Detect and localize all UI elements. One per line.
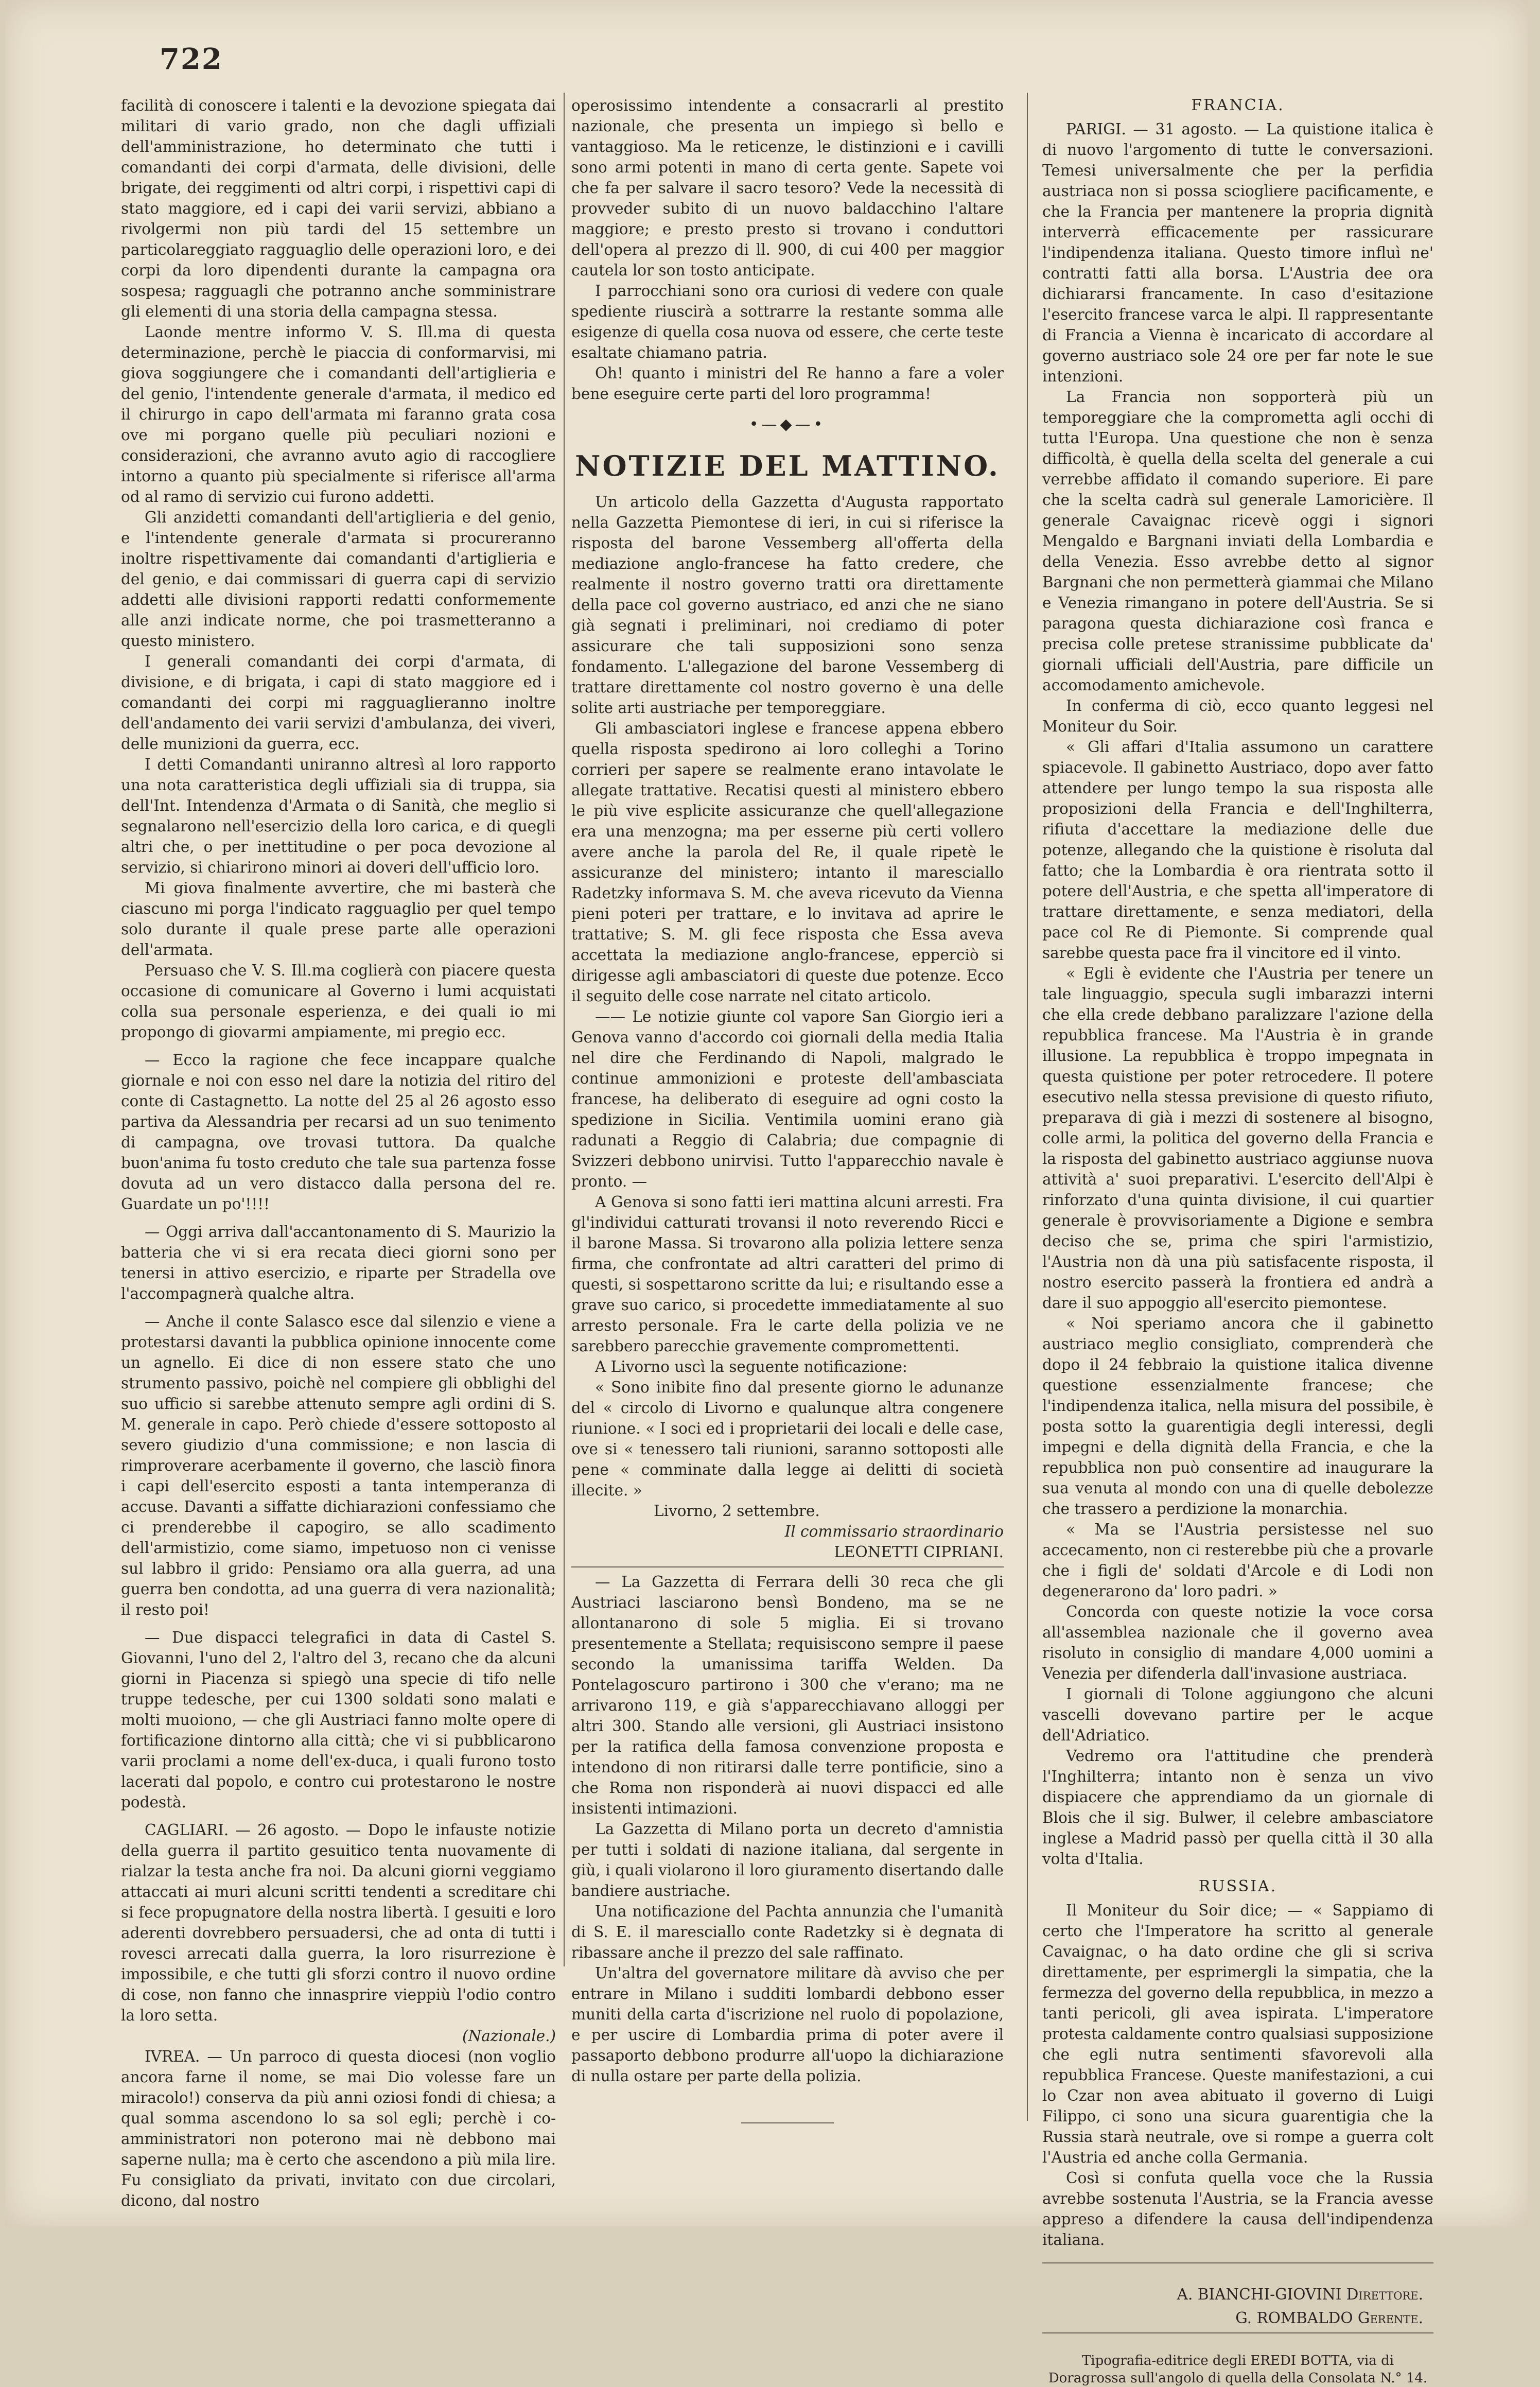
manager-signature: G. ROMBALDO Gerente. (1235, 2309, 1423, 2327)
section-heading-francia: FRANCIA. (1191, 96, 1285, 114)
paragraph: operosissimo intendente a consacrarli al prestito nazionale, che presenta un impiego sì bello e vantaggioso. Ma le reticenze, le distinzioni e i cavilli sono armi potenti in mano di certa gente. Sapete voi che fa per salvare il sacro tesoro? Vede la necessità di provveder subito di un nuovo baldacchino l'altare maggiore; e presto presto si trovano i conduttori dell'opera al prezzo di ll. 900, di cui 400 per maggior cautela lor son tosto anticipate. (571, 97, 1004, 279)
signature-block (1042, 2284, 1433, 2328)
paragraph: « Noi speriamo ancora che il gabinetto austriaco meglio consigliato, comprenderà che dopo il 24 febbraio la quistione italica divenne questione essenzialmente francese; che l'indipendenza italica, nella misura del possibile, è posta sotto la guarentigia degli interessi, degli impegni e della dignità della Francia, e che la repubblica non può consentire ad inaugurare la sua venuta al mondo con una di quelle debolezze che trassero a perdizione la monarchia. (1042, 1315, 1433, 1518)
paragraph: I detti Comandanti uniranno altresì al loro rapporto una nota caratteristica degli uffiziali sia di truppa, sia dell'Int. Intendenza d'Armata o di Sanità, che meglio si segnalarono nell'esercizio della loro carica, e di quegli altri che, o per inettitudine o per poca devozione al servizio, si chiarirono minori ai doveri dell'ufficio loro. (121, 756, 556, 876)
ornament-divider: •—◆—• (749, 415, 826, 433)
paragraph: Laonde mentre informo V. S. Ill.ma di questa determinazione, perchè le piaccia di conformarvisi, mi giova soggiungere che i comandanti dell'artiglieria e del genio, l'intendente generale d'armata, il medico ed il chirurgo in capo dell'armata mi faranno grata cosa ove mi porgano quelle più peculiari nozioni e considerazioni, che avranno avuto agio di raccogliere intorno a quanto più specialmente si riferisce all'arma od al ramo di servizio cui furono addetti. (121, 323, 556, 506)
paragraph: PARIGI. — 31 agosto. — La quistione italica è di nuovo l'argomento di tutte le conversazioni. Temesi universalmente che per la perfidia austriaca non si possa sciogliere pacificamente, e che la Francia per mantenere la propria dignità interverrà efficacemente per rassicurare l'indipendenza italiana. Questo timore influì ne' contratti fatti alla borsa. L'Austria dee ora dichiararsi francamente. In caso d'esitazione l'esercito francese varca le alpi. Il rappresentante di Francia a Vienna è incaricato di accordare al governo austriaco sole 24 ore per far note le sue intenzioni. (1042, 120, 1433, 385)
paragraph: Gli anzidetti comandanti dell'artiglieria e del genio, e l'intendente generale d'armata si procureranno inoltre rispettivamente dai comandanti d'artiglieria e del genio, e dai commissari di guerra capi di servizio addetti alle divisioni rapporti redatti conformemente alle anzi indicate norme, che poi trasmetteranno a questo ministero. (121, 509, 556, 650)
paragraph: — Oggi arriva dall'accantonamento di S. Maurizio la batteria che vi si era recata dieci giorni sono per tenersi in attivo esercizio, e riparte per Stradella ove l'accompagnerà qualche altra. (121, 1223, 556, 1302)
paragraph: « Egli è evidente che l'Austria per tenere un tale linguaggio, specula sugli imbarazzi interni che ella crede debbano paralizzare l'azione della repubblica francese. Ma l'Austria è in grande illusione. La repubblica è troppo impegnata in questa quistione per poter retrocedere. Il potere esecutivo nella stessa previsione di questo rifiuto, preparava di già i mezzi di sostenere al bisogno, colle armi, la politica del governo della Francia e la risposta del gabinetto austriaco aggiunse nuova attività a' suoi preparativi. L'esercito dell'Alpi è rinforzato d'una quinta divisione, il cui quartier generale è provvisoriamente a Digione e sembra deciso che se, prima che spiri l'armistizio, l'Austria non dà una più satisfacente risposta, il nostro esercito passerà la frontiera ed andrà a dare il suo appoggio all'esercito piemontese. (1042, 965, 1433, 1312)
director-signature: A. BIANCHI-GIOVINI Direttore. (1177, 2286, 1423, 2303)
paragraph: Un articolo della Gazzetta d'Augusta rapportato nella Gazzetta Piemontese di ieri, in cui si riferisce la risposta del barone Vessemberg all'offerta della mediazione anglo-francese ha fatto credere, che realmente il nostro governo tratti ora direttamente della pace col governo austriaco, ed anzi che ne siano già segnati i preliminari, noi crediamo di poter assicurare che tali supposizioni sono senza fondamento. L'allegazione del barone Vessemberg di trattare direttamente col nostro governo è una delle solite arti austriache per temporeggiare. (571, 493, 1004, 717)
paragraph: Un'altra del governatore militare dà avviso che per entrare in Milano i sudditi lombardi debbono esser muniti della carta d'iscrizione nel ruolo di popolazione, e per uscire di Lombardia prima di poter avere il passaporto debbono produrre all'uopo la dichiarazione di nulla ostare per parte della polizia. (571, 1964, 1004, 2085)
paragraph: Concorda con queste notizie la voce corsa all'assemblea nazionale che il governo avea risoluto in consiglio di mandare 4,000 uomini a Venezia per difenderla dall'invasione austriaca. (1042, 1603, 1433, 1682)
paragraph: Una notificazione del Pachta annunzia che l'umanità di S. E. il maresciallo conte Radetzky si è degnata di ribassare anche il prezzo del sale raffinato. (571, 1903, 1004, 1961)
signatory-title: Il commissario straordinario (784, 1523, 1004, 1540)
section-heading-russia: RUSSIA. (1198, 1877, 1277, 1895)
paragraph: — La Gazzetta di Ferrara delli 30 reca che gli Austriaci lasciarono bensì Bondeno, ma se ne allontanarono di sole 5 miglia. Ei si trovano presentemente a Stellata; requisiscono sempre il paese secondo la umanissima tariffa Welden. Da Pontelagoscuro partirono i 300 che v'erano; ma ne arrivarono 119, e già s'apparecchiavano alloggi per altri 300. Stando alle versioni, gli Austriaci insistono per la ratifica della famosa convenzione proposta e intendono di non ritirarsi dalle terre pontificie, sino a che Roma non risponderà ai nuovi dispacci ed alle insistenti intimazioni. (571, 1573, 1004, 1817)
end-rule (741, 2122, 834, 2123)
paragraph: In conferma di ciò, ecco quanto leggesi nel Moniteur du Soir. (1042, 697, 1433, 735)
column-rule-1 (564, 93, 565, 1966)
column-2 (571, 95, 1004, 2129)
paragraph: Il Moniteur du Soir dice; — « Sappiamo di certo che l'Imperatore ha scritto al generale Cavaignac, o ha dato ordine che gli si scriva direttamente, per esprimergli la simpatia, che la fermezza del governo della repubblica, in mezzo a tanti pericoli, gli avea ispirata. L'imperatore protesta caldamente contro qualsiasi supposizione che egli nutra sentimenti sfavorevoli alla repubblica Francese. Queste manifestazioni, a cui lo Czar non avea abituato il governo di Luigi Filippo, ci sono una sicura guarentigia che la Russia starà neutrale, ove si rompe a guerra colt l'Austria ed anche colla Germania. (1042, 1902, 1433, 2166)
paragraph: Mi giova finalmente avvertire, che mi basterà che ciascuno mi porga l'indicato ragguaglio per quel tempo solo durante il quale prese parte alle operazioni dell'armata. (121, 879, 556, 959)
paragraph: CAGLIARI. — 26 agosto. — Dopo le infauste notizie della guerra il partito gesuitico tenta nuovamente di rialzar la testa anche fra noi. Da alcuni giorni veggiamo attaccati ai muri alcuni scritti tendenti a screditare chi si fece propugnatore della nostra libertà. I gesuiti e loro aderenti dovrebbero persuadersi, che ad onta di tutti i rovesci arrecati dalla guerra, la loro risurrezione è impossibile, e che tutti gli sforzi contro il nuovo ordine di cose, non fanno che innasprire vieppiù l'odio contro la loro setta. (121, 1821, 556, 2024)
paragraph: La Francia non sopporterà più un temporeggiare che la comprometta agli occhi di tutta l'Europa. Una questione che non è senza difficoltà, è quella della scelta del generale a cui verrebbe affidato il comando superiore. Ei pare che la scelta cadrà sul generale Lamoricière. Il generale Cavaignac ricevè oggi i signori Mengaldo e Bargnani inviati della Lombardia e della Venezia. Esso avrebbe detto al signor Bargnani che non permetterà giammai che Milano e Venezia rimangano in potere dell'Austria. Se si paragona questa dichiarazione così franca e precisa colle pretese stranissime pubblicate da' giornali ufficiali dell'Austria, pare difficile un accomodamento amichevole. (1042, 388, 1433, 694)
paragraph: Vedremo ora l'attitudine che prenderà l'Inghilterra; intanto non è senza un vivo dispiacere che apprendiamo da un giornale di Blois che il sig. Bulwer, il celebre ambasciatore inglese a Madrid passò per quella città il 30 alla volta d'Italia. (1042, 1747, 1433, 1868)
divider (1042, 2332, 1433, 2333)
column-1 (121, 95, 556, 2209)
paragraph: IVREA. — Un parroco di questa diocesi (non voglio ancora farne il nome, se mai Dio volesse fare un miracolo!) conserva da più anni oziosi fondi di chiesa; a qual somma ascendono lo sa sol egli; perchè i co-amministratori non poterono mai nè debbono mai saperne nulla; ma è certo che ascendono a più mila lire. Fu consigliato da privati, invitato con due circolari, dicono, dal nostro (121, 2048, 556, 2209)
signatory-name: LEONETTI CIPRIANI. (834, 1543, 1004, 1561)
paragraph: — Anche il conte Salasco esce dal silenzio e viene a protestarsi davanti la pubblica opinione innocente come un agnello. Ei dice di non essere stato che uno strumento passivo, poichè nel compiere gli obblighi del suo ufficio si sarebbe attenuto sempre agli ordini di S. M. generale in capo. Però chiede d'essere sottoposto al severo giudizio d'una commissione; e non lascia di rimproverare acerbamente il governo, che lasciò finora i capi dell'esercito esposti a tanta intemperanza di accuse. Davanti a siffatte dichiarazioni confessiamo che ci prenderebbe il capogiro, se allo scadimento dell'armistizio, come siamo, impetuoso non ci venisse sul labbro il grido: Pensiamo ora alla guerra, ad una guerra ben condotta, ad una guerra di vera nazionalità; il resto poi! (121, 1313, 556, 1618)
printer-imprint: Tipografia-editrice degli EREDI BOTTA, via di Doragrossa sull'angolo di quella della Consolata N.° 14. (1048, 2353, 1428, 2386)
dateline: Livorno, 2 settembre. (654, 1502, 820, 1520)
paragraph: facilità di conoscere i talenti e la devozione spiegata dai militari di vario grado, non che dagli uffiziali dell'amministrazione, ho determinato che tutti i comandanti dei corpi d'armata, delle divisioni, delle brigate, dei reggimenti od altri corpi, i rispettivi capi di stato maggiore, ed i capi dei varii servizi, abbiano a rivolgermi non più tardi del 15 settembre un particolareggiato ragguaglio delle operazioni loro, e dei corpi da loro dipendenti durante la campagna ora sospesa; ragguagli che potranno anche somministrare gli elementi di una storia della campagna stessa. (121, 97, 556, 320)
paragraph: I parrocchiani sono ora curiosi di vedere con quale spediente riuscirà a sottrarre la restante somma alle esigenze di quella cosa nuova od essere, che certe teste esaltate chiamano patria. (571, 282, 1004, 361)
paragraph: Oh! quanto i ministri del Re hanno a fare a voler bene eseguire certe parti del loro programma! (571, 364, 1004, 403)
page-number: 722 (160, 42, 223, 76)
section-heading-notizie: NOTIZIE DEL MATTINO. (575, 449, 1000, 482)
column-rule-2 (1027, 93, 1028, 2121)
paragraph: Gli ambasciatori inglese e francese appena ebbero quella risposta spedirono ai loro colleghi a Torino corrieri per sapere se realmente erano intavolate le allegate trattative. Recatisi questi al ministero ebbero le più vive esplicite assicuranze che quell'allegazione era una menzogna; ma per esserne più certi vollero avere anche la parola del Re, il quale ripetè le assicuranze del ministero; intanto il maresciallo Radetzky informava S. M. che aveva ricevuto da Vienna pieni poteri per trattare, e lo invitava ad aprire le trattative; S. M. gli fece risposta che Essa aveva accettata la mediazione anglo-francese, epperciò si dirigesse agli ambasciatori di queste due potenze. Ecco il seguito delle cose narrate nel citato articolo. (571, 720, 1004, 1005)
paragraph: — Ecco la ragione che fece incappare qualche giornale e noi con esso nel dare la notizia del ritiro del conte di Castagnetto. La notte del 25 al 26 agosto esso partiva da Alessandria per recarsi ad un suo tenimento di campagna, ove trovasi tuttora. Da qualche buon'anima fu tosto creduto che tale sua partenza fosse dovuta ad un vero distacco dalla persona del re. Guardate un po'!!!! (121, 1051, 556, 1213)
paragraph: « Gli affari d'Italia assumono un carattere spiacevole. Il gabinetto Austriaco, dopo aver fatto attendere per lungo tempo la sua risposta alle proposizioni della Francia e dell'Inghilterra, rifiuta d'accettare la mediazione delle due potenze, allegando che la quistione è risoluta dal fatto; che la Lombardia è ora rientrata sotto il potere dell'Austria, e che spetta all'imperatore di trattare direttamente, e senza mediatori, della pace col Re di Piemonte. Si comprende qual sarebbe questa pace fra il vincitore ed il vinto. (1042, 738, 1433, 962)
paragraph: I giornali di Tolone aggiungono che alcuni vascelli dovevano partire per le acque dell'Adriatico. (1042, 1685, 1433, 1744)
paragraph: I generali comandanti dei corpi d'armata, di divisione, e di brigata, i capi di stato maggiore ed i comandanti dei corpi mi ragguaglieranno inoltre dell'andamento dei varii servizi d'ambulanza, dei viveri, delle munizioni da guerra, ecc. (121, 653, 556, 753)
quote: « Sono inibite fino dal presente giorno le adunanze del « circolo di Livorno e qualunque altra congenere riunione. « I soci ed i proprietarii dei locali e delle case, ove si « tenessero tali riunioni, saranno sottoposti alle pene « comminate dalla legge ai delitti di società illecite. » (571, 1379, 1004, 1499)
paragraph: La Gazzetta di Milano porta un decreto d'amnistia per tutti i soldati di nazione italiana, dal sergente in giù, i quali violarono il loro giuramento disertando dalle bandiere austriache. (571, 1820, 1004, 1900)
paragraph: A Genova si sono fatti ieri mattina alcuni arresti. Fra gl'individui catturati trovansi il noto reverendo Ricci e il barone Massa. Si trovarono alla polizia lettere senza firma, che confrontate ad altri caratteri del primo di questi, si sospettarono scritte da lui; e risultando esse a grave suo carico, si procedette immediatamente al suo arresto personale. Fra le carte della polizia ve ne sarebbero parecchie gravemente compromettenti. (571, 1193, 1004, 1355)
newspaper-page (5, 0, 1528, 2386)
divider (571, 1566, 1004, 1567)
divider (1042, 2262, 1433, 2263)
paragraph: —— Le notizie giunte col vapore San Giorgio ieri a Genova vanno d'accordo coi giornali della media Italia nel dire che Ferdinando di Napoli, malgrado le continue ammonizioni e proteste dell'ambasciata francese, ha deliberato di eseguire ad ogni costo la spedizione in Sicilia. Ventimila uomini erano già radunati a Reggio di Calabria; due compagnie di Svizzeri debbono unirvisi. Tutto l'apparecchio navale è pronto. — (571, 1008, 1004, 1190)
paragraph: Così si confuta quella voce che la Russia avrebbe sostenuta l'Austria, se la Francia avesse appreso a difendere la causa dell'indipendenza italiana. (1042, 2169, 1433, 2249)
paragraph: — Due dispacci telegrafici in data di Castel S. Giovanni, l'uno del 2, l'altro del 3, recano che da alcuni giorni in Piacenza si spiegò una specie di tifo nelle truppe tedesche, per cui 1300 soldati sono malati e molti muoiono, — che gli Austriaci fanno molte opere di fortificazione dintorno alla città; che vi si pubblicarono varii proclami a nome dell'ex-duca, i quali furono tosto lacerati dal popolo, e contro cui protestarono le nostre podestà. (121, 1629, 556, 1811)
source-credit: (Nazionale.) (462, 2027, 556, 2045)
column-3 (1042, 95, 1433, 2386)
paragraph: Persuaso che V. S. Ill.ma coglierà con piacere questa occasione di comunicare al Governo i lumi acquistati colla sua personale esperienza, e dei quali io mi propongo di giovarmi ampiamente, mi pregio ecc. (121, 962, 556, 1041)
paragraph: A Livorno uscì la seguente notificazione: (595, 1358, 907, 1375)
paragraph: « Ma se l'Austria persistesse nel suo accecamento, non ci resterebbe più che a provarle che i figli de' soldati d'Arcole e di Lodi non degenerarono da' loro padri. » (1042, 1521, 1433, 1600)
